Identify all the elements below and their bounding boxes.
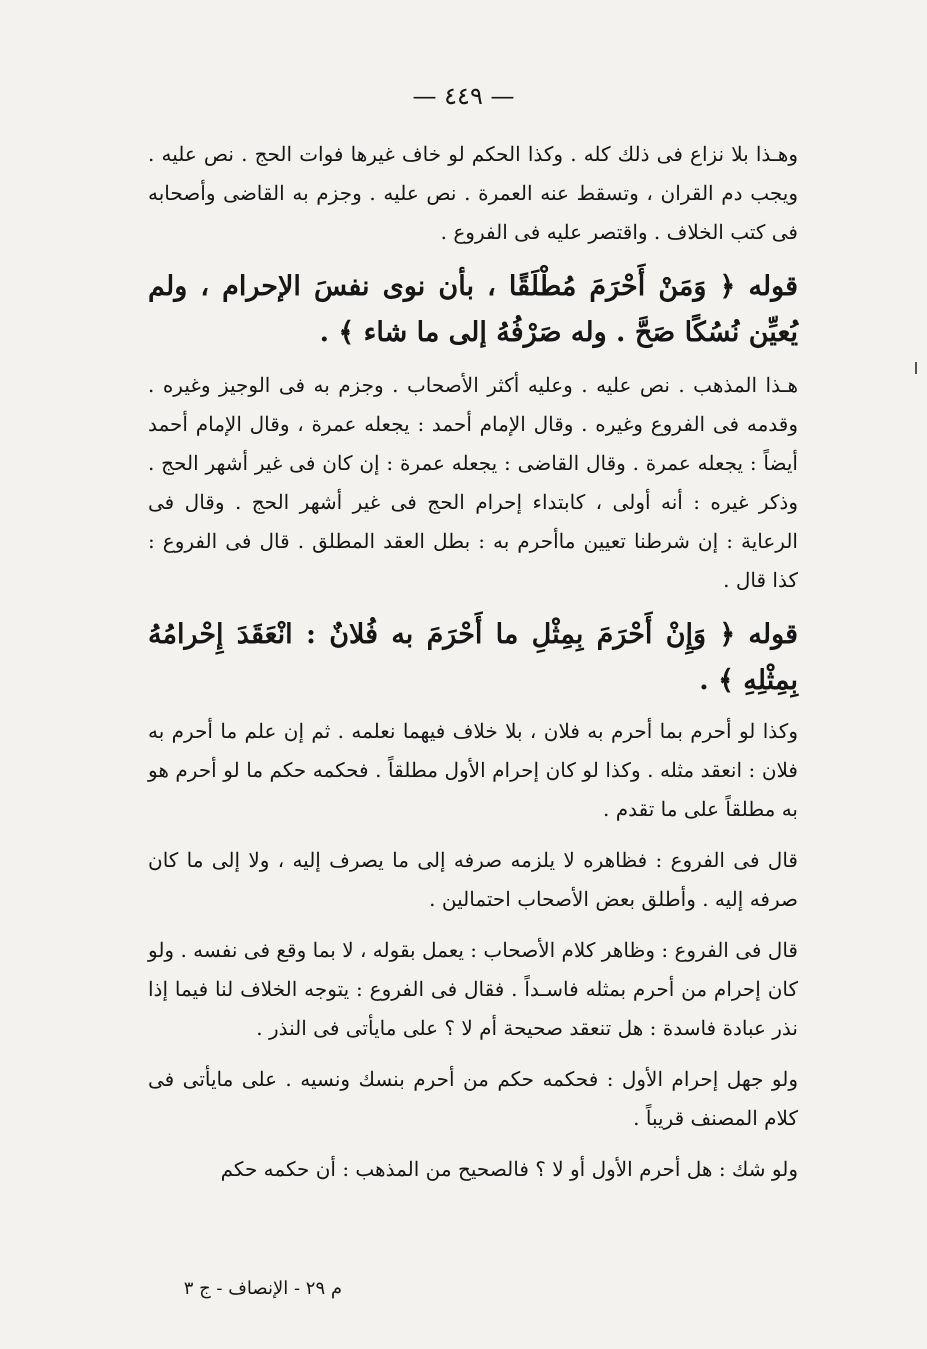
page-number: — ٤٤٩ — bbox=[412, 82, 515, 110]
paragraph: وكذا لو أحرم بما أحرم به فلان ، بلا خلاف فيهما نعلمه . ثم إن علم ما أحرم به فلان : انعقد مثله . وكذا لو كان إحرام الأول مطلقاً . فحكمه حكم ما لو أحرم هو به مطلقاً على ما تقدم . bbox=[148, 719, 798, 821]
paragraph: قال فى الفروع : وظاهر كلام الأصحاب : يعمل بقوله ، لا بما وقع فى نفسه . ولو كان إحرام من أحرم بمثله فاسـداً . فقال فى الفروع : يتوجه الخلاف لنا فيما إذا نذر عبادة فاسدة : هل تنعقد صحيحة أم لا ؟ على مايأتى فى النذر . bbox=[148, 938, 798, 1040]
body-text bbox=[148, 135, 798, 1201]
quoted-heading: قوله ﴿ وَمَنْ أَحْرَمَ مُطْلَقًا ، بأن نوى نفسَ الإحرام ، ولم يُعيِّن نُسُكًا صَحَّ . وله صَرْفُهُ إلى ما شاء ﴾ . bbox=[148, 271, 798, 348]
margin-mark bbox=[915, 362, 923, 374]
paragraph: ولو شك : هل أحرم الأول أو لا ؟ فالصحيح من المذهب : أن حكمه حكم bbox=[220, 1157, 798, 1181]
paragraph: قال فى الفروع : فظاهره لا يلزمه صرفه إلى ما يصرف إليه ، ولا إلى ما كان صرفه إليه . وأطلق بعض الأصحاب احتمالين . bbox=[148, 848, 798, 911]
paragraph: هـذا المذهب . نص عليه . وعليه أكثر الأصحاب . وجزم به فى الوجيز وغيره . وقدمه فى الفروع وغيره . وقال الإمام أحمد : يجعله عمرة ، وقال الإمام أحمد أيضاً : يجعله عمرة . وقال القاضى : يجعله عمرة : إن كان فى غير أشهر الحج . وذكر غيره : أنه أولى ، كابتداء إحرام الحج فى غير أشهر الحج . وقال فى الرعاية : إن شرطنا تعيين ماأحرم به : بطل العقد المطلق . قال فى الفروع : كذا قال . bbox=[148, 373, 798, 592]
quoted-heading: قوله ﴿ وَإِنْ أَحْرَمَ بِمِثْلِ ما أَحْرَمَ به فُلانٌ : انْعَقَدَ إِحْرامُهُ بِمِثْلِهِ ﴾ . bbox=[148, 619, 798, 696]
paragraph: وهـذا بلا نزاع فى ذلك كله . وكذا الحكم لو خاف غيرها فوات الحج . نص عليه . ويجب دم القران ، وتسقط عنه العمرة . نص عليه . وجزم به القاضى وأصحابه فى كتب الخلاف . واقتصر عليه فى الفروع . bbox=[148, 142, 798, 244]
footer-signature: م ٢٩ - الإنصاف - ج ٣ bbox=[183, 1278, 342, 1299]
paragraph: ولو جهل إحرام الأول : فحكمه حكم من أحرم بنسك ونسيه . على مايأتى فى كلام المصنف قريباً . bbox=[148, 1067, 798, 1130]
